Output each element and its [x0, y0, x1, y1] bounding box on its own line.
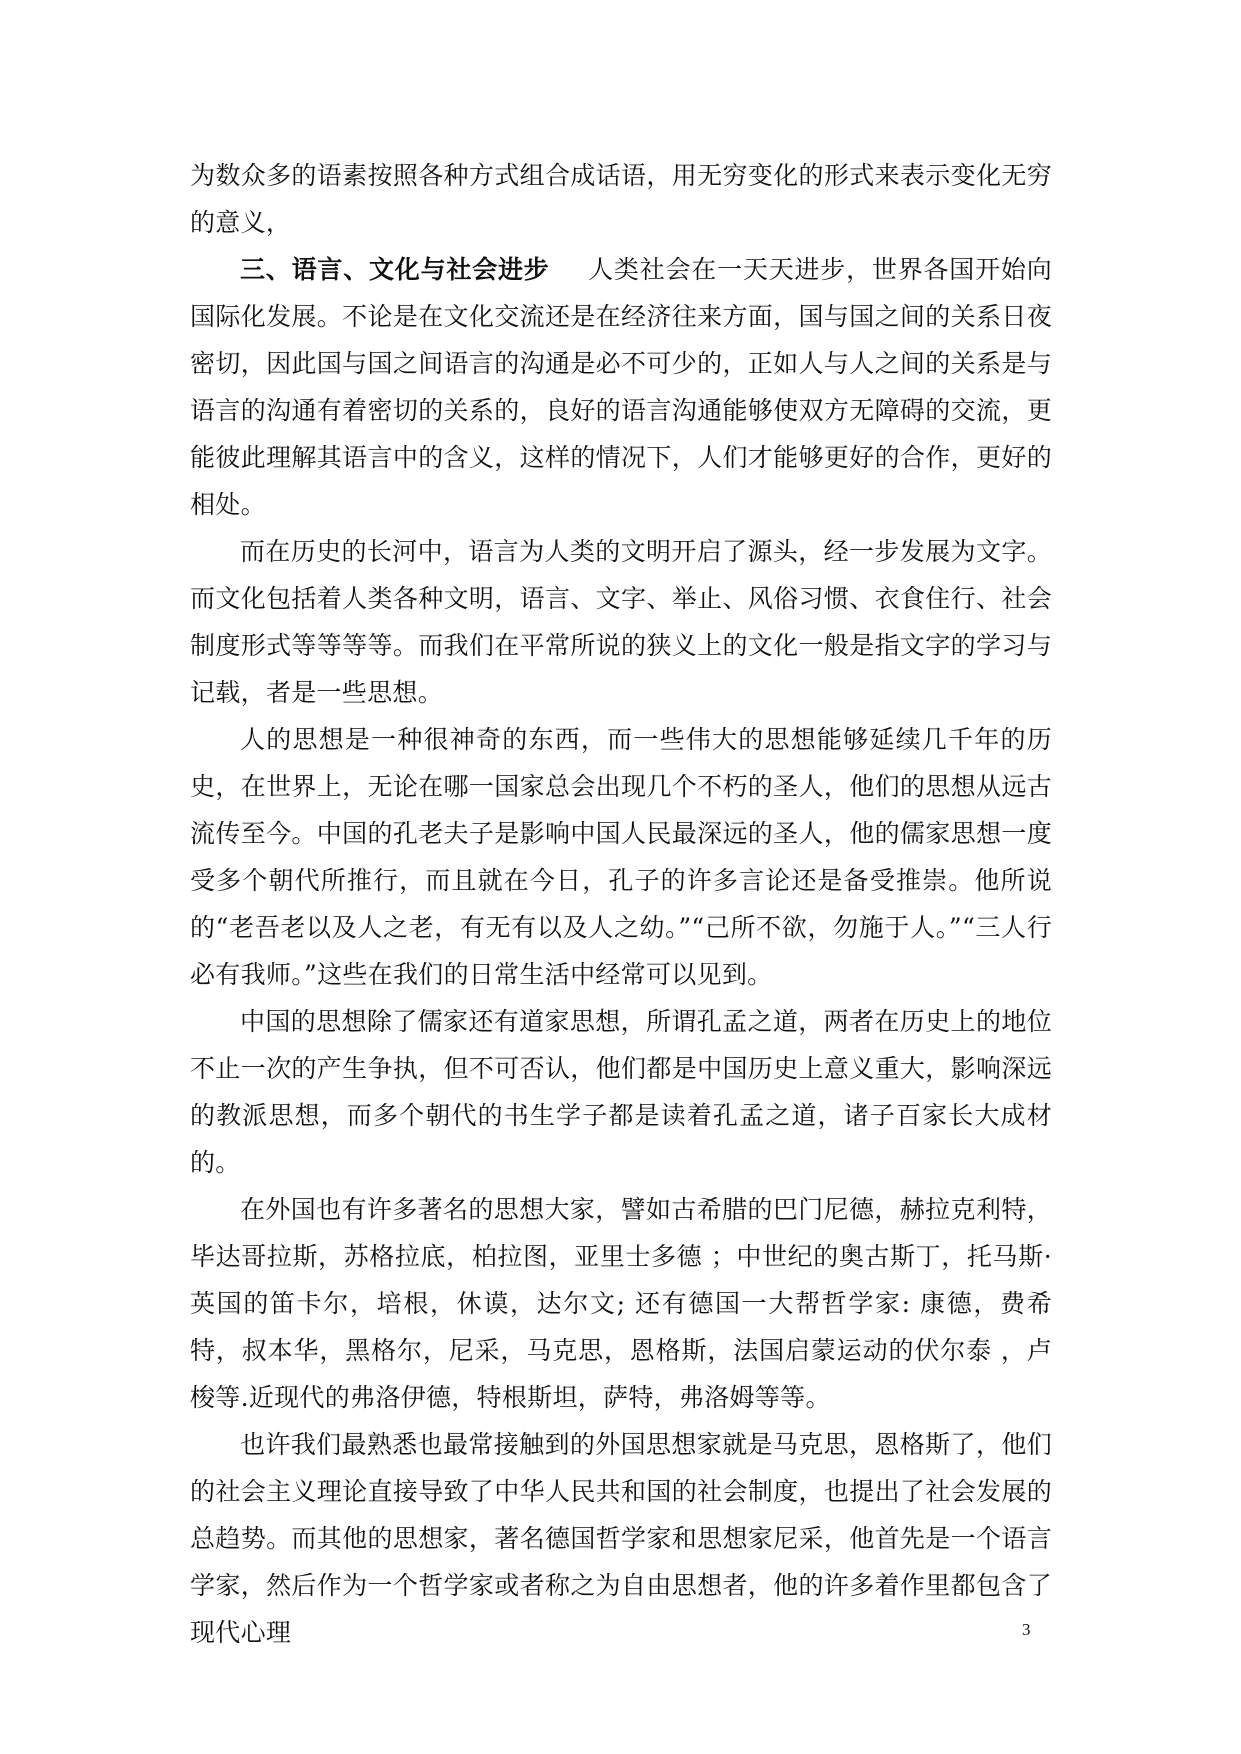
paragraph-6-text: 在外国也有许多著名的思想大家，譬如古希腊的巴门尼德，赫拉克利特，毕达哥拉斯，苏格拉底，柏拉图，亚里士多德 ；中世纪的奥古斯丁，托马斯·英国的笛卡尔，培根，休谟，达尔文; 还有德国一大帮哲学家: 康德，费希特，叔本华，黑格尔，尼采，马克思，恩格斯，法国启蒙运动的伏尔泰 ，卢梭等.近现代的弗洛伊德，特根斯坦，萨特，弗洛姆等等。 — [190, 1195, 1052, 1412]
paragraph-7-text: 也许我们最熟悉也最常接触到的外国思想家就是马克思，恩格斯了，他们的社会主义理论直接导致了中华人民共和国的社会制度，也提出了社会发展的总趋势。而其他的思想家，著名德国哲学家和思想家尼采，他首先是一个语言学家，然后作为一个哲学家或者称之为自由思想者，他的许多着作里都包含了现代心理 — [190, 1430, 1052, 1647]
paragraph-2 — [190, 246, 1052, 528]
paragraph-1-text: 为数众多的语素按照各种方式组合成话语，用无穷变化的形式来表示变化无穷的意义， — [190, 161, 1052, 237]
paragraph-6 — [190, 1186, 1052, 1421]
paragraph-4 — [190, 716, 1052, 998]
paragraph-4-text: 人的思想是一种很神奇的东西，而一些伟大的思想能够延续几千年的历史，在世界上，无论在哪一国家总会出现几个不朽的圣人，他们的思想从远古流传至今。中国的孔老夫子是影响中国人民最深远的圣人，他的儒家思想一度受多个朝代所推行，而且就在今日，孔子的许多言论还是备受推崇。他所说的“老吾老以及人之老，有无有以及人之幼。”“己所不欲，勿施于人。”“三人行必有我师。”这些在我们的日常生活中经常可以见到。 — [190, 725, 1052, 989]
paragraph-7 — [190, 1421, 1052, 1656]
page-number: 3 — [1022, 1620, 1031, 1639]
paragraph-2-text: 人类社会在一天天进步，世界各国开始向国际化发展。不论是在文化交流还是在经济往来方面，国与国之间的关系日夜密切，因此国与国之间语言的沟通是必不可少的，正如人与人之间的关系是与语言的沟通有着密切的关系的，良好的语言沟通能够使双方无障碍的交流，更能彼此理解其语言中的含义，这样的情况下，人们才能够更好的合作，更好的相处。 — [190, 255, 1053, 519]
paragraph-1 — [190, 152, 1052, 246]
page-body — [190, 152, 1052, 1656]
paragraph-3-text: 而在历史的长河中，语言为人类的文明开启了源头，经一步发展为文字。而文化包括着人类各种文明，语言、文字、举止、风俗习惯、衣食住行、社会制度形式等等等等。而我们在平常所说的狭义上的文化一般是指文字的学习与记载，者是一些思想。 — [190, 537, 1052, 707]
section-heading: 三、语言、文化与社会进步 — [240, 255, 550, 284]
paragraph-5-text: 中国的思想除了儒家还有道家思想，所谓孔孟之道，两者在历史上的地位不止一次的产生争执，但不可否认，他们都是中国历史上意义重大，影响深远的教派思想，而多个朝代的书生学子都是读着孔孟之道，诸子百家长大成材的。 — [190, 1007, 1052, 1177]
paragraph-3 — [190, 528, 1052, 716]
paragraph-5 — [190, 998, 1052, 1186]
